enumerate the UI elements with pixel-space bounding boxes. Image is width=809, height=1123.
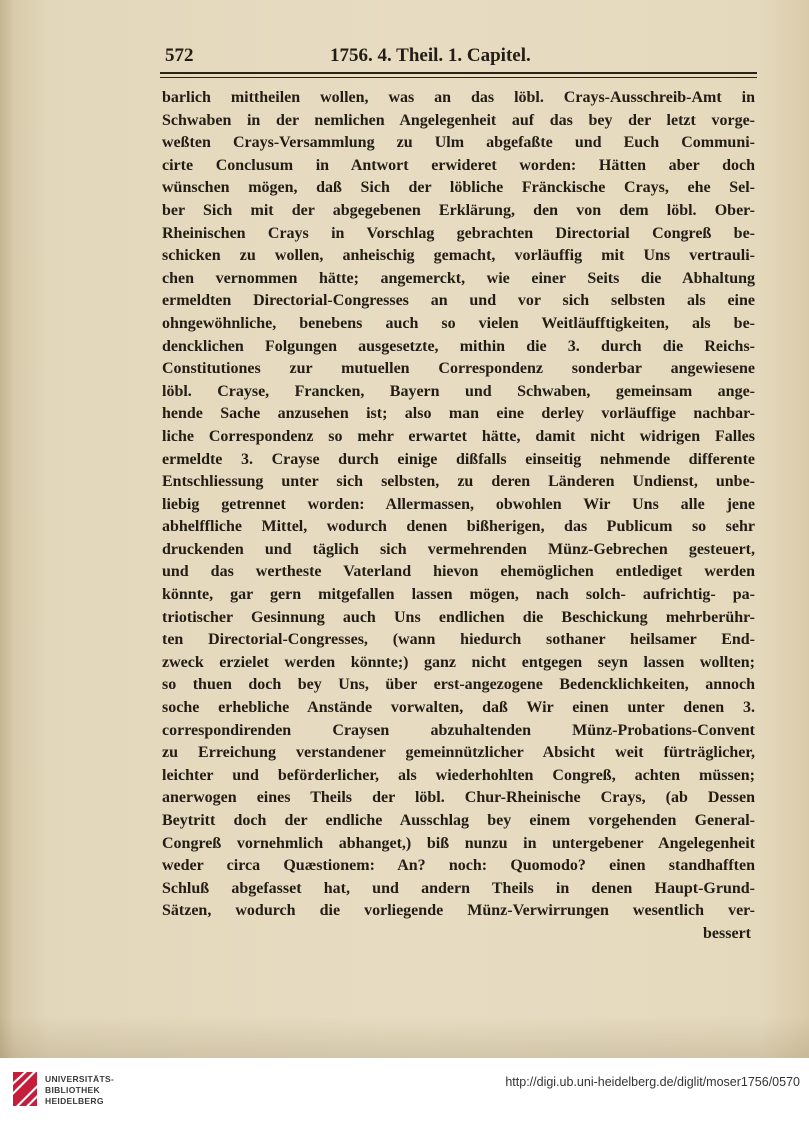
text-line: schicken zu wollen, anheischig gemacht, vorläuffig mit Uns vertrauli-: [162, 247, 755, 265]
text-line: anerwogen eines Theils der löbl. Chur-Rheinische Crays, (ab Dessen: [162, 789, 755, 807]
text-line: Schluß abgefasset hat, und andern Theils in denen Haupt-Grund-: [162, 879, 755, 897]
text-line: weßten Crays-Versammlung zu Ulm abgefaßte und Euch Communi-: [162, 134, 755, 152]
text-line: ber Sich mit der abgegebenen Erklärung, den von dem löbl. Ober-: [162, 201, 755, 219]
text-line: Entschliessung unter sich selbsten, zu deren Länderen Undienst, unbe-: [162, 473, 755, 491]
text-line: ten Directorial-Congresses, (wann hiedurch sothaner heilsamer End-: [162, 631, 755, 649]
library-name-line: BIBLIOTHEK: [45, 1085, 100, 1095]
text-line: triotischer Gesinnung auch Uns endlichen die Beschickung mehrberühr-: [162, 608, 755, 626]
text-line: ermeldte 3. Crayse durch einige dißfalls einseitig nehmende differente: [162, 450, 755, 468]
text-line: Congreß vornehmlich abhanget,) biß nunzu in untergebener Angelegenheit: [162, 834, 755, 852]
footer-url: http://digi.ub.uni-heidelberg.de/diglit/moser1756/0570: [505, 1075, 800, 1089]
text-line: wünschen mögen, daß Sich der löbliche Fränckische Crays, ehe Sel-: [162, 179, 755, 197]
library-name: [45, 1074, 114, 1107]
text-line: cirte Conclusum in Antwort erwideret worden: Hätten aber doch: [162, 156, 755, 174]
header-rule-thick: [160, 72, 757, 74]
text-line: weder circa Quæstionem: An? noch: Quomodo? einen standhafften: [162, 857, 755, 875]
text-line: abhelffliche Mittel, wodurch denen bißherigen, das Publicum so sehr: [162, 518, 755, 536]
library-name-line: UNIVERSITÄTS-: [45, 1074, 115, 1084]
text-line: zu Erreichung verstandener gemeinnützlicher Absicht weit fürträglicher,: [162, 744, 755, 762]
text-line: dencklichen Folgungen ausgesetzte, mithin die 3. durch die Reichs-: [162, 337, 755, 355]
text-line: Schwaben in der nemlichen Angelegenheit auf das bey der letzt vorge-: [162, 111, 755, 129]
text-line: chen vernommen hätte; angemerckt, wie einer Seits die Abhaltung: [162, 269, 755, 287]
library-logo-icon: [10, 1070, 40, 1108]
header-rule-thin: [160, 77, 757, 78]
text-line: könnte, gar gern mitgefallen lassen mögen, nach solch- aufrichtig- pa-: [162, 586, 755, 604]
text-line: liebig getrennet worden: Allermassen, obwohlen Wir Uns alle jene: [162, 495, 755, 513]
text-line: und das wertheste Vaterland hievon ehemöglichen entlediget werden: [162, 563, 755, 581]
text-line: soche erhebliche Anstände vorwalten, daß Wir einen unter denen 3.: [162, 699, 755, 717]
text-line: Sätzen, wodurch die vorliegende Münz-Verwirrungen wesentlich ver-: [162, 902, 755, 920]
text-line: Beytritt doch der endliche Ausschlag bey einem vorgehenden General-: [162, 812, 755, 829]
text-line: Rheinischen Crays in Vorschlag gebrachten Directorial Congreß be-: [162, 224, 755, 242]
page-header: [162, 43, 755, 69]
text-line: zweck erzielet werden könnte;) ganz nicht entgegen seyn lassen wollten;: [162, 653, 755, 671]
page-number: 572: [165, 45, 194, 66]
running-title: 1756. 4. Theil. 1. Capitel.: [330, 45, 531, 66]
library-name-line: HEIDELBERG: [45, 1096, 104, 1106]
text-line: ermeldten Directorial-Congresses an und vor sich selbsten als eine: [162, 292, 755, 310]
text-line: so thuen doch bey Uns, über erst-angezogene Bedencklichkeiten, annoch: [162, 676, 755, 694]
text-line: barlich mittheilen wollen, was an das löbl. Crays-Ausschreib-Amt in: [162, 89, 755, 106]
text-line: leichter und beförderlicher, als wiederhohlten Congreß, achten müssen;: [162, 766, 755, 784]
text-line: ohngewöhnliche, benebens auch so vielen Weitläufftigkeiten, als be-: [162, 314, 755, 332]
text-line: löbl. Crayse, Francken, Bayern und Schwaben, gemeinsam ange-: [162, 382, 755, 400]
text-line: hende Sache anzusehen ist; also man eine derley vorläuffige nachbar-: [162, 405, 755, 423]
text-line: liche Correspondenz so mehr erwartet hätte, damit nicht widrigen Falles: [162, 427, 755, 445]
text-line: Constitutiones zur mutuellen Correspondenz sonderbar angewiesene: [162, 360, 755, 378]
digitization-footer: [0, 1058, 809, 1123]
catchword: bessert: [703, 924, 751, 942]
text-line: correspondirenden Craysen abzuhaltenden Münz-Probations-Convent: [162, 721, 755, 739]
body-text: [162, 87, 755, 946]
text-line: druckenden und täglich sich vermehrenden Münz-Gebrechen gesteuert,: [162, 540, 755, 558]
